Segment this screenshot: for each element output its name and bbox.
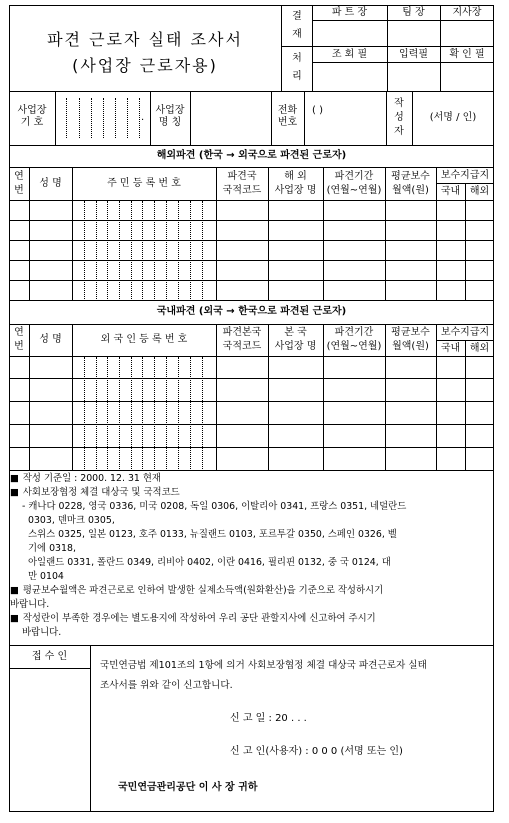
note-country-line: 스위스 0325, 일본 0123, 호주 0133, 뉴질랜드 0103, 포르투갈 0350, 스페인 0326, 벨 xyxy=(28,529,397,540)
overseas-col-abroad: 해외 xyxy=(469,186,490,197)
overseas-col-id: 주 민 등 록 번 호 xyxy=(107,178,181,189)
approval-label-jae: 재 xyxy=(292,29,302,40)
domestic-col-pay: 평균보수 월액(원) xyxy=(391,327,430,352)
domestic-col-period: 파견기간 (연월~연월) xyxy=(326,327,382,352)
phone-label: 전화 번호 xyxy=(277,105,298,128)
domestic-col-payment-place: 보수지급지 xyxy=(440,327,490,338)
note-average-pay-cont: 바랍니다. xyxy=(10,599,50,610)
overseas-col-name: 성 명 xyxy=(39,178,62,189)
domestic-col-name: 성 명 xyxy=(39,334,62,345)
declaration-text-cont: 조사서를 위와 같이 신고합니다. xyxy=(100,680,233,691)
overseas-col-country: 파견국 국적코드 xyxy=(222,171,262,196)
table-row[interactable] xyxy=(9,281,494,300)
domestic-col-domestic: 국내 xyxy=(440,343,461,354)
domestic-col-id: 외 국 인 등 록 번 호 xyxy=(100,334,188,345)
check-confirm: 확 인 필 xyxy=(449,49,485,60)
business-symbol-label: 사업장 기 호 xyxy=(17,105,47,128)
table-row[interactable] xyxy=(9,448,494,470)
form-subtitle: (사업장 근로자용) xyxy=(72,56,218,75)
note-average-pay: ■ 평균보수월액은 파견근로로 인하여 발생한 실제소득액(원화환산)을 기준으로 작성하시기 xyxy=(10,584,488,598)
note-reference-date: ■ 작성 기준일 : 2000. 12. 31 현재 xyxy=(10,472,488,486)
note-agreement-countries: ■ 사회보장협정 체결 대상국 및 국적코드 xyxy=(10,486,488,500)
approval-label-gyeol: 결 xyxy=(292,11,302,22)
overseas-col-pay: 평균보수 월액(원) xyxy=(391,171,430,196)
domestic-col-no: 연 번 xyxy=(14,327,24,352)
check-input: 입력필 xyxy=(399,49,428,60)
overseas-col-payment-place: 보수지급지 xyxy=(440,170,490,181)
table-row[interactable] xyxy=(9,425,494,447)
approver-part-leader: 파 트 장 xyxy=(331,7,368,18)
reporter-field[interactable]: 신 고 인(사용자) : 0 0 0 (서명 또는 인) xyxy=(230,746,403,757)
report-date-field[interactable]: 신 고 일 : 20 . . . xyxy=(230,713,307,724)
writer-signature-field[interactable]: (서명 / 인) xyxy=(429,112,477,123)
overseas-col-period: 파견기간 (연월~연월) xyxy=(326,171,382,196)
receipt-stamp-area xyxy=(10,669,90,811)
receipt-stamp-label: 접 수 인 xyxy=(31,651,68,662)
note-country-line: - 캐나다 0228, 영국 0336, 미국 0208, 독일 0306, 이탈리아 0341, 프랑스 0351, 네덜란드 xyxy=(22,501,407,512)
overseas-col-domestic: 국내 xyxy=(440,186,461,197)
table-row[interactable] xyxy=(9,379,494,401)
domestic-section-title: 국내파견 (외국 → 한국으로 파견된 근로자) xyxy=(156,306,347,317)
overseas-col-site: 해 외 사업장 명 xyxy=(274,171,317,196)
note-country-line: 0303, 덴마크 0305, xyxy=(28,515,115,526)
overseas-col-no: 연 번 xyxy=(14,171,24,196)
phone-field[interactable]: ( ) xyxy=(312,105,323,116)
domestic-col-abroad: 해외 xyxy=(469,343,490,354)
approver-branch-head: 지사장 xyxy=(452,7,482,18)
writer-label: 작 성 자 xyxy=(394,98,404,137)
approval-label-ri: 리 xyxy=(292,71,302,82)
form-title: 파견 근로자 실태 조사서 xyxy=(47,30,243,49)
approval-label-cheo: 처 xyxy=(292,53,302,64)
note-country-line: 아일랜드 0331, 폴란드 0349, 리비아 0402, 이란 0416, 필리핀 0132, 중 국 0124, 대 xyxy=(28,557,391,568)
table-row[interactable] xyxy=(9,261,494,280)
domestic-col-country: 파견본국 국적코드 xyxy=(222,327,262,352)
note-country-line: 만 0104 xyxy=(28,571,64,582)
table-row[interactable] xyxy=(9,221,494,240)
notes-section xyxy=(10,472,488,640)
business-name-label: 사업장 명 칭 xyxy=(155,105,185,128)
table-row[interactable] xyxy=(9,201,494,220)
business-symbol-field[interactable] xyxy=(56,93,150,143)
table-row[interactable] xyxy=(9,357,494,378)
check-inquiry: 조 회 필 xyxy=(331,49,368,60)
overseas-section-title: 해외파견 (한국 → 외국으로 파견된 근로자) xyxy=(156,150,347,161)
domestic-col-site: 본 국 사업장 명 xyxy=(274,327,317,352)
note-country-line: 기에 0318, xyxy=(28,543,76,554)
table-row[interactable] xyxy=(9,241,494,260)
addressee: 국민연금관리공단 이 사 장 귀하 xyxy=(118,782,258,793)
note-extra-sheet-cont: 바랍니다. xyxy=(22,627,62,638)
business-name-field[interactable] xyxy=(191,93,271,143)
approver-team-leader: 팀 장 xyxy=(402,7,425,18)
declaration-text: 국민연금법 제101조의 1항에 의거 사회보장협정 체결 대상국 파견근로자 실태 xyxy=(100,660,427,671)
note-extra-sheet: ■ 작성란이 부족한 경우에는 별도용지에 작성하여 우리 공단 관할지사에 신고하여 주시기 xyxy=(10,612,488,626)
table-row[interactable] xyxy=(9,402,494,424)
